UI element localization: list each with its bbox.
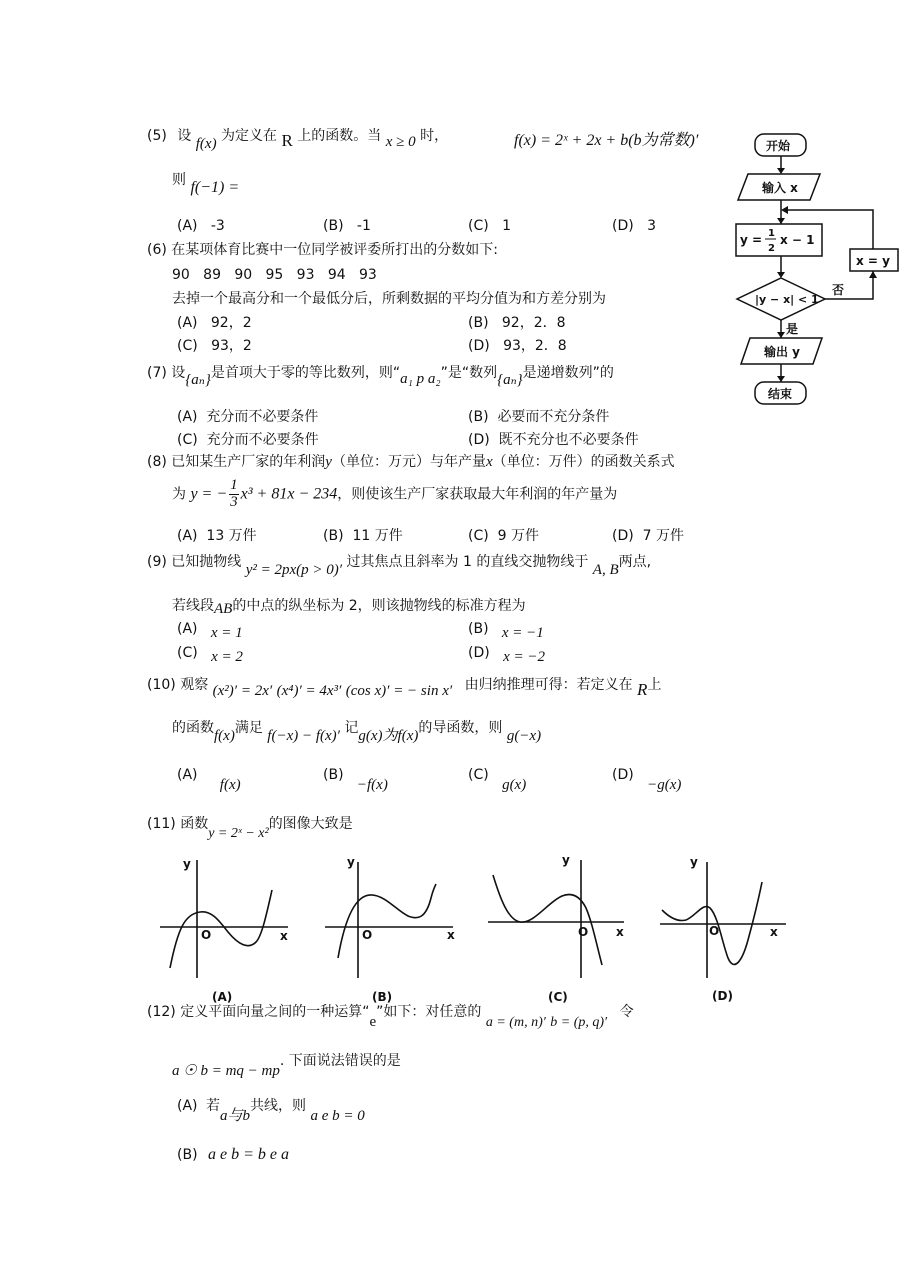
q9-line2: 若线段AB的中点的纵坐标为 2，则该抛物线的标准方程为 — [172, 598, 526, 617]
q7-option-a: (A) 充分而不必要条件 — [177, 409, 319, 425]
q6-ask: 去掉一个最高分和一个最低分后，所剩数据的平均分值为和方差分别为 — [172, 291, 606, 307]
flow-assign-d: 2 — [768, 243, 775, 254]
graph-d-label: (D) — [712, 989, 733, 1003]
q10-option-d: (D) −g(x) — [612, 767, 682, 793]
graph-c-x: x — [616, 925, 624, 939]
q5-ask: 则 f(−1) = — [172, 172, 240, 196]
graph-b — [325, 862, 453, 978]
graph-a-label: (A) — [212, 990, 233, 1004]
graph-a-y: y — [183, 857, 191, 871]
q5-stem: (5) 设 f(x) 为定义在 R 上的函数。当 x ≥ 0 时， — [147, 128, 449, 152]
q9-option-b: (B) x = −1 — [468, 621, 544, 641]
graph-b-curve — [338, 884, 436, 958]
graph-d-y: y — [690, 855, 698, 869]
q10-line2: 的函数f(x)满足 f(−x) − f(x)′ 记g(x)为f(x)的导函数，则 g(−x) — [172, 720, 542, 744]
graph-c-label: (C) — [548, 990, 568, 1004]
graph-c-o: O — [578, 925, 589, 939]
q8-option-a: (A) 13 万件 — [177, 528, 257, 544]
q11-graphs — [150, 850, 800, 1008]
flow-cond: |y − x| < 1 — [755, 293, 819, 306]
q12-def: a ☉ b = mq − mp. 下面说法错误的是 — [172, 1053, 401, 1079]
q8-option-d: (D) 7 万件 — [612, 528, 684, 544]
graph-b-o: O — [362, 928, 373, 942]
flow-end: 结束 — [768, 387, 793, 401]
q6-option-a: (A) 92，2 — [177, 315, 252, 331]
graph-c-curve — [493, 875, 602, 965]
graph-d — [660, 862, 786, 978]
flow-start: 开始 — [766, 139, 791, 153]
flow-update: x = y — [856, 254, 890, 268]
graph-b-label: (B) — [372, 990, 393, 1004]
q5-option-b: (B) -1 — [323, 218, 371, 234]
q6-option-b: (B) 92，2．8 — [468, 315, 566, 331]
q8-option-b: (B) 11 万件 — [323, 528, 403, 544]
q10-option-a: (A) f(x) — [177, 767, 241, 793]
flow-input: 输入 x — [762, 181, 798, 195]
q9-option-d: (D) x = −2 — [468, 645, 545, 665]
q7-option-c: (C) 充分而不必要条件 — [177, 432, 319, 448]
q12-stem: (12) 定义平面向量之间的一种运算“e”如下：对任意的 a = (m, n)′ b = (p, q)′ 令 — [147, 1004, 634, 1030]
q9-option-a: (A) x = 1 — [177, 621, 243, 641]
graph-c-y: y — [562, 853, 570, 867]
q5-formula: f(x) = 2ˣ + 2x + b(b为常数)′ — [514, 132, 699, 149]
q7-option-b: (B) 必要而不充分条件 — [468, 409, 610, 425]
q9-stem: (9) 已知抛物线 y² = 2px(p > 0)′ 过其焦点且斜率为 1 的直线交抛物线于 A, B两点, — [147, 554, 652, 578]
q9-option-c: (C) x = 2 — [177, 645, 243, 665]
flowchart — [728, 128, 904, 410]
graph-b-y: y — [347, 855, 355, 869]
q6-option-c: (C) 93，2 — [177, 338, 252, 354]
graph-a-o: O — [201, 928, 212, 942]
graph-c — [488, 860, 624, 978]
graph-d-x: x — [770, 925, 778, 939]
graph-d-o: O — [709, 924, 720, 938]
q10-stem: (10) 观察 (x²)′ = 2x′ (x⁴)′ = 4x³′ (cos x)′ = − sin x′ 由归纳推理可得：若定义在 R上 — [147, 677, 662, 699]
q7-option-d: (D) 既不充分也不必要条件 — [468, 432, 639, 448]
q8-fraction: $\frac{1}{3}$ — [230, 477, 238, 510]
q12-option-b: (B) a e b = b e a — [177, 1146, 289, 1163]
q6-stem: (6) 在某项体育比赛中一位同学被评委所打出的分数如下: — [147, 242, 498, 258]
q5-option-d: (D) 3 — [612, 218, 656, 234]
flow-yes: 是 — [786, 322, 799, 336]
q11-stem: (11) 函数y = 2ˣ − x²的图像大致是 — [147, 816, 353, 841]
flow-assign-a: y = — [740, 233, 763, 247]
flow-output: 输出 y — [764, 345, 801, 359]
q10-option-b: (B) −f(x) — [323, 767, 388, 793]
q8-stem: (8) 已知某生产厂家的年利润y（单位：万元）与年产量x（单位：万件）的函数关系式 — [147, 454, 675, 470]
flow-no: 否 — [832, 283, 845, 297]
q10-option-c: (C) g(x) — [468, 767, 527, 793]
q12-option-a: (A) 若a与b共线，则 a e b = 0 — [177, 1098, 365, 1124]
q7-stem: (7) 设{aₙ}是首项大于零的等比数列，则“a₁ p a₂”是“数列{aₙ}是递增数列”的 — [147, 365, 614, 388]
graph-a-curve — [170, 890, 272, 968]
q8-formula-line: 为 y = − $\frac{1}{3}$ x³ + 81x − 234，则使该生产厂家获取最大年利润的年产量为 — [172, 477, 618, 510]
q6-option-d: (D) 93，2．8 — [468, 338, 567, 354]
graph-b-x: x — [447, 928, 455, 942]
q5-option-a: (A) -3 — [177, 218, 225, 234]
flow-assign-b: x − 1 — [780, 233, 815, 247]
graph-a — [160, 860, 288, 978]
q6-scores: 90 89 90 95 93 94 93 — [172, 267, 377, 283]
q5-option-c: (C) 1 — [468, 218, 511, 234]
flow-assign-n: 1 — [768, 228, 775, 239]
q8-option-c: (C) 9 万件 — [468, 528, 539, 544]
graph-a-x: x — [280, 929, 288, 943]
